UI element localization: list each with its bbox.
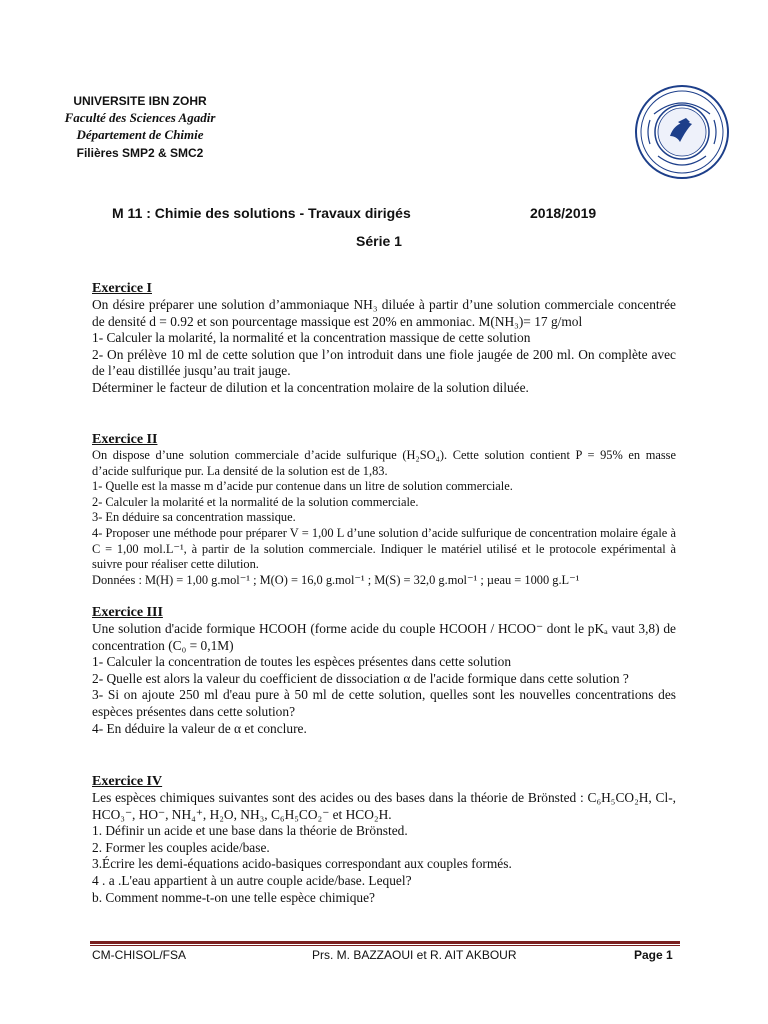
exercice-question: 1- Calculer la molarité, la normalité et la concentration massique de cette solution: [92, 330, 531, 346]
university-name: UNIVERSITE IBN ZOHR: [73, 94, 207, 108]
exercice-title: Exercice I: [92, 281, 152, 296]
exercice-question: 3- Si on ajoute 250 ml d'eau pure à 50 ml de cette solution, quelles sont les nouvelles concentrations des espèces présentes dans cette solution?: [92, 687, 676, 719]
exercice-title: Exercice II: [92, 432, 158, 447]
exercice-4: [92, 773, 676, 906]
footer-left: CM-CHISOL/FSA: [92, 948, 187, 962]
exercice-question: 1- Calculer la concentration de toutes les espèces présentes dans cette solution: [92, 654, 512, 670]
footer-rule-thin: [90, 945, 680, 946]
exercice-1: [92, 280, 676, 397]
exercice-question: 4- Proposer une méthode pour préparer V = 1,00 L d’une solution d’acide sulfurique de concentration molaire égale à C = 1,00 mol.L⁻¹, à partir de la solution commerciale. Indiquer le matériel utilisé et le protocole expérimental à suivre pour réaliser cette dilution.: [92, 525, 676, 572]
exercice-text: On désire préparer une solution d’ammoniaque NH₃ diluée à partir d’une solution commerciale concentrée de densité d = 0.92 et son pourcentage massique est 20% en ammoniac. M(NH₃)= 17 g/mol: [92, 297, 676, 329]
exercice-question: 3- En déduire sa concentration massique.: [92, 510, 296, 525]
exercice-question: 1- Quelle est la masse m d’acide pur contenue dans un litre de solution commerciale.: [92, 479, 513, 494]
exercice-3: [92, 604, 676, 737]
academic-year: 2018/2019: [530, 205, 597, 221]
footer-authors: Prs. M. BAZZAOUI et R. AIT AKBOUR: [312, 948, 517, 962]
filieres-label: Filières SMP2 & SMC2: [76, 146, 204, 160]
exercice-question: 2- Calculer la molarité et la normalité de la solution commerciale.: [92, 494, 419, 509]
exercice-data: Données : M(H) = 1,00 g.mol⁻¹ ; M(O) = 16,0 g.mol⁻¹ ; M(S) = 32,0 g.mol⁻¹ ; µeau = 1000 g.L⁻¹: [92, 572, 580, 587]
exercice-text: Une solution d'acide formique HCOOH (forme acide du couple HCOOH / HCOO⁻ dont le pKₐ vaut 3,8) de concentration (C₀ = 0,1M): [92, 621, 676, 653]
exercice-question: 2- Quelle est alors la valeur du coefficient de dissociation α de l'acide formique dans cette solution ?: [92, 670, 629, 686]
exercice-text: On dispose d’une solution commerciale d’acide sulfurique (H₂SO₄). Cette solution contient P = 95% en masse d’acide sulfurique pur. La densité de la solution est de 1,83.: [92, 448, 676, 478]
exercice-text: Les espèces chimiques suivantes sont des acides ou des bases dans la théorie de Brönsted : C₆H₅CO₂H, Cl-, HCO₃⁻, HO⁻, NH₄⁺, H₂O, NH₃, C₆H₅CO₂⁻ et HCO₂H.: [92, 790, 676, 822]
exercice-question: b. Comment nomme-t-on une telle espèce chimique?: [92, 889, 375, 905]
footer-rule: [90, 941, 680, 944]
exercice-question: 4- En déduire la valeur de α et conclure.: [92, 720, 307, 736]
department-name: Département de Chimie: [76, 127, 204, 142]
exercice-question: 1. Définir un acide et une base dans la théorie de Brönsted.: [92, 823, 408, 839]
exercice-question: 2. Former les couples acide/base.: [92, 839, 270, 855]
exercice-question: 2- On prélève 10 ml de cette solution que l’on introduit dans une fiole jaugée de 200 ml. On complète avec de l’eau distillée jusqu’au trait jauge.: [92, 346, 676, 379]
serie-title: Série 1: [356, 233, 402, 249]
exercice-question: 4 . a .L'eau appartient à un autre couple acide/base. Lequel?: [92, 872, 412, 888]
page-number: Page 1: [634, 948, 673, 962]
exercice-2: [92, 431, 676, 588]
exercice-title: Exercice III: [92, 605, 163, 620]
exercice-question: 3.Écrire les demi-équations acido-basiques correspondant aux couples formés.: [92, 856, 512, 872]
exercice-question: Déterminer le facteur de dilution et la concentration molaire de la solution diluée.: [92, 379, 529, 395]
module-title: M 11 : Chimie des solutions - Travaux dirigés: [112, 205, 411, 221]
university-seal-icon: [634, 84, 730, 180]
exercice-title: Exercice IV: [92, 774, 163, 789]
faculty-name: Faculté des Sciences Agadir: [64, 110, 216, 125]
